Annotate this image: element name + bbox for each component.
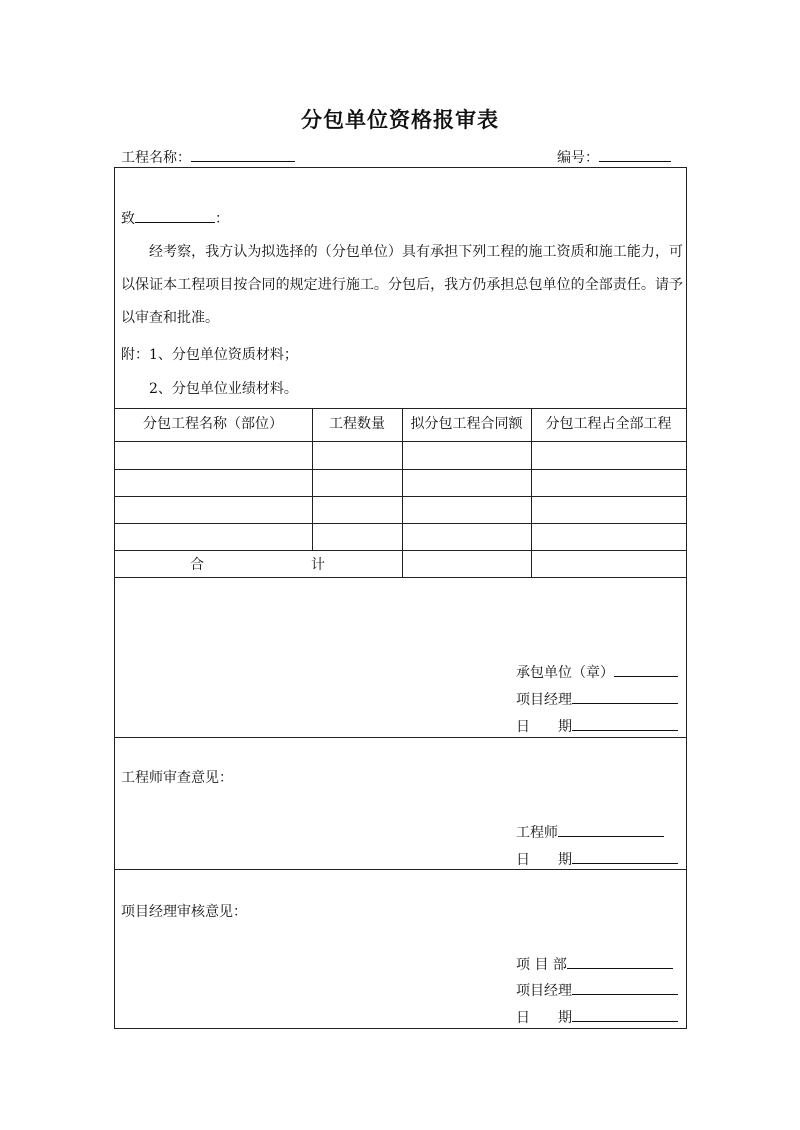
to-recipient-blank[interactable] bbox=[135, 207, 215, 223]
contractor-manager-label: 项目经理 bbox=[516, 692, 572, 708]
total-label-ji: 计 bbox=[311, 557, 325, 573]
table-row-divider bbox=[114, 550, 686, 551]
pm-manager-blank[interactable] bbox=[572, 979, 678, 995]
table-row[interactable] bbox=[115, 470, 311, 495]
project-name-field bbox=[121, 146, 295, 168]
section-divider bbox=[114, 737, 686, 738]
col-header-quantity: 工程数量 bbox=[329, 416, 385, 432]
number-blank[interactable] bbox=[599, 146, 671, 162]
col-header-name: 分包工程名称（部位） bbox=[143, 416, 283, 432]
to-suffix: ： bbox=[215, 211, 229, 227]
pm-dept-blank[interactable] bbox=[567, 953, 673, 969]
contractor-date-label: 日 期 bbox=[516, 719, 572, 735]
engineer-opinion-area[interactable] bbox=[121, 792, 501, 822]
pm-opinion-label: 项目经理审核意见： bbox=[121, 904, 247, 920]
table-row[interactable] bbox=[115, 497, 311, 522]
pm-manager-line bbox=[516, 979, 678, 1001]
contractor-unit-label: 承包单位（章） bbox=[516, 665, 614, 681]
engineer-sign-line bbox=[516, 821, 664, 843]
attachment-1: 附：1、分包单位资质材料； bbox=[121, 347, 298, 363]
contractor-manager-line bbox=[516, 688, 678, 710]
to-prefix: 致 bbox=[121, 211, 135, 227]
engineer-date-line bbox=[516, 848, 678, 870]
pm-date-line bbox=[516, 1006, 678, 1028]
engineer-sign-blank[interactable] bbox=[558, 821, 664, 837]
col-header-percentage: 分包工程占全部工程 bbox=[545, 416, 672, 432]
pm-dept-label: 项 目 部 bbox=[516, 957, 567, 973]
pm-dept-line bbox=[516, 953, 673, 975]
contractor-manager-blank[interactable] bbox=[572, 688, 678, 704]
col-header-contract-amount: 拟分包工程合同额 bbox=[410, 416, 523, 432]
table-bottom-border bbox=[114, 577, 686, 578]
total-label-he: 合 bbox=[190, 557, 204, 573]
page-title: 分包单位资格报审表 bbox=[301, 107, 499, 132]
number-label: 编号： bbox=[557, 150, 599, 166]
pm-opinion-area[interactable] bbox=[121, 926, 501, 950]
engineer-date-label: 日 期 bbox=[516, 852, 572, 868]
contractor-unit-line bbox=[516, 661, 678, 683]
attachment-2: 2、分包单位业绩材料。 bbox=[149, 381, 298, 397]
engineer-opinion-label: 工程师审查意见： bbox=[121, 770, 233, 786]
pm-date-label: 日 期 bbox=[516, 1010, 572, 1026]
table-row[interactable] bbox=[115, 524, 311, 549]
pm-manager-label: 项目经理 bbox=[516, 983, 572, 999]
letter-body: 经考察，我方认为拟选择的（分包单位）具有承担下列工程的施工资质和施工能力，可以保证本工程项目按合同的规定进行施工。分包后，我方仍承担总包单位的全部责任。请予以审查和批准。 bbox=[121, 244, 683, 326]
table-top-border bbox=[114, 408, 686, 409]
number-field bbox=[557, 146, 671, 168]
project-name-blank[interactable] bbox=[191, 146, 295, 162]
to-line bbox=[121, 207, 229, 229]
engineer-date-blank[interactable] bbox=[572, 848, 678, 864]
contractor-unit-blank[interactable] bbox=[614, 661, 678, 677]
project-name-label: 工程名称： bbox=[121, 150, 191, 166]
engineer-label: 工程师 bbox=[516, 825, 558, 841]
pm-date-blank[interactable] bbox=[572, 1006, 678, 1022]
contractor-date-line bbox=[516, 715, 678, 737]
table-row[interactable] bbox=[115, 442, 311, 468]
section-divider bbox=[114, 869, 686, 870]
contractor-date-blank[interactable] bbox=[572, 715, 678, 731]
